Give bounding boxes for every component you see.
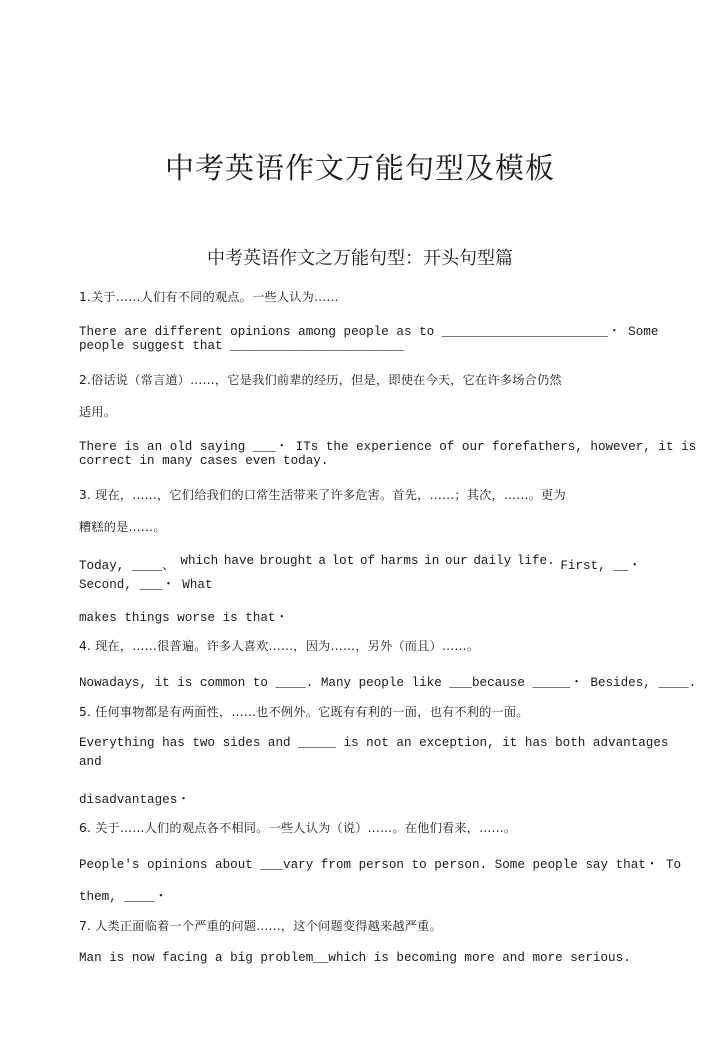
section-subtitle: 中考英语作文之万能句型：开头句型篇 bbox=[207, 248, 513, 269]
item-1-chinese: 1.关于……人们有不同的观点。一些人认为…… bbox=[79, 290, 339, 304]
word: harms bbox=[380, 554, 419, 568]
word: of bbox=[359, 554, 376, 568]
item-7-english: Man is now facing a big problem__which is becoming more and more serious. bbox=[79, 951, 631, 965]
word: lot bbox=[331, 554, 355, 568]
item-6-chinese: 6. 关于……人们的观点各不相同。一些人认为（说）……。在他们看来，……。 bbox=[79, 821, 517, 835]
item-4-english: Nowadays, it is common to ____. Many people like ___because _____・ Besides, ____. bbox=[79, 676, 697, 690]
item-3-chinese: 3. 现在，……，它们给我们的口常生活带来了许多危害。首先，……；其次，……。更为 bbox=[79, 488, 566, 502]
word: in bbox=[424, 554, 440, 568]
item-7-chinese: 7. 人类正面临着一个严重的问题……，这个问题变得越来越严重。 bbox=[79, 919, 442, 933]
word: have bbox=[223, 554, 255, 568]
item-2-english-line-1: There is an old saying ___・ ITs the experience of our forefathers, however, it is bbox=[79, 440, 697, 454]
item-1-english-line-2: people suggest that _______________________ bbox=[79, 339, 404, 353]
item-2-chinese: 2.俗话说（常言道）……，它是我们前辈的经历，但是，即使在今天，它在许多场合仍然 bbox=[79, 373, 562, 387]
word: which bbox=[180, 554, 219, 568]
item-2-chinese-cont: 适用。 bbox=[79, 405, 117, 419]
word: daily bbox=[473, 554, 512, 568]
item-5-chinese: 5. 任何事物都是有两面性，……也不例外。它既有有利的一面，也有不利的一面。 bbox=[79, 705, 529, 719]
item-3-english-line-3: makes things worse is that・ bbox=[79, 611, 289, 625]
item-5-english-line-1: Everything has two sides and _____ is not an exception, it has both advantages bbox=[79, 736, 669, 750]
word: a bbox=[318, 554, 326, 568]
item-6-english-line-2: them, ____・ bbox=[79, 890, 168, 904]
document-title: 中考英语作文万能句型及模板 bbox=[164, 151, 555, 185]
item-6-english-line-1: People's opinions about ___vary from person to person. Some people say that・ To bbox=[79, 858, 682, 872]
item-3-chinese-cont: 糟糕的是……。 bbox=[79, 520, 166, 534]
word: First, __・ bbox=[560, 559, 641, 573]
word: life. bbox=[516, 554, 555, 568]
item-5-english-line-3: disadvantages・ bbox=[79, 793, 190, 807]
item-3-english-line-2: Second, ___・ What bbox=[79, 578, 213, 592]
item-2-english-line-2: correct in many cases even today. bbox=[79, 454, 329, 468]
word: brought bbox=[259, 554, 313, 568]
word: Today, ____、 bbox=[79, 559, 175, 573]
word: our bbox=[445, 554, 468, 568]
item-3-english-line-1 bbox=[79, 554, 641, 573]
item-5-english-line-2: and bbox=[79, 755, 102, 769]
item-1-english-line-1: There are different opinions among people as to ______________________・ Some bbox=[79, 325, 659, 339]
item-4-chinese: 4. 现在，……很普遍。许多人喜欢……，因为……，另外（而且）……。 bbox=[79, 639, 480, 653]
